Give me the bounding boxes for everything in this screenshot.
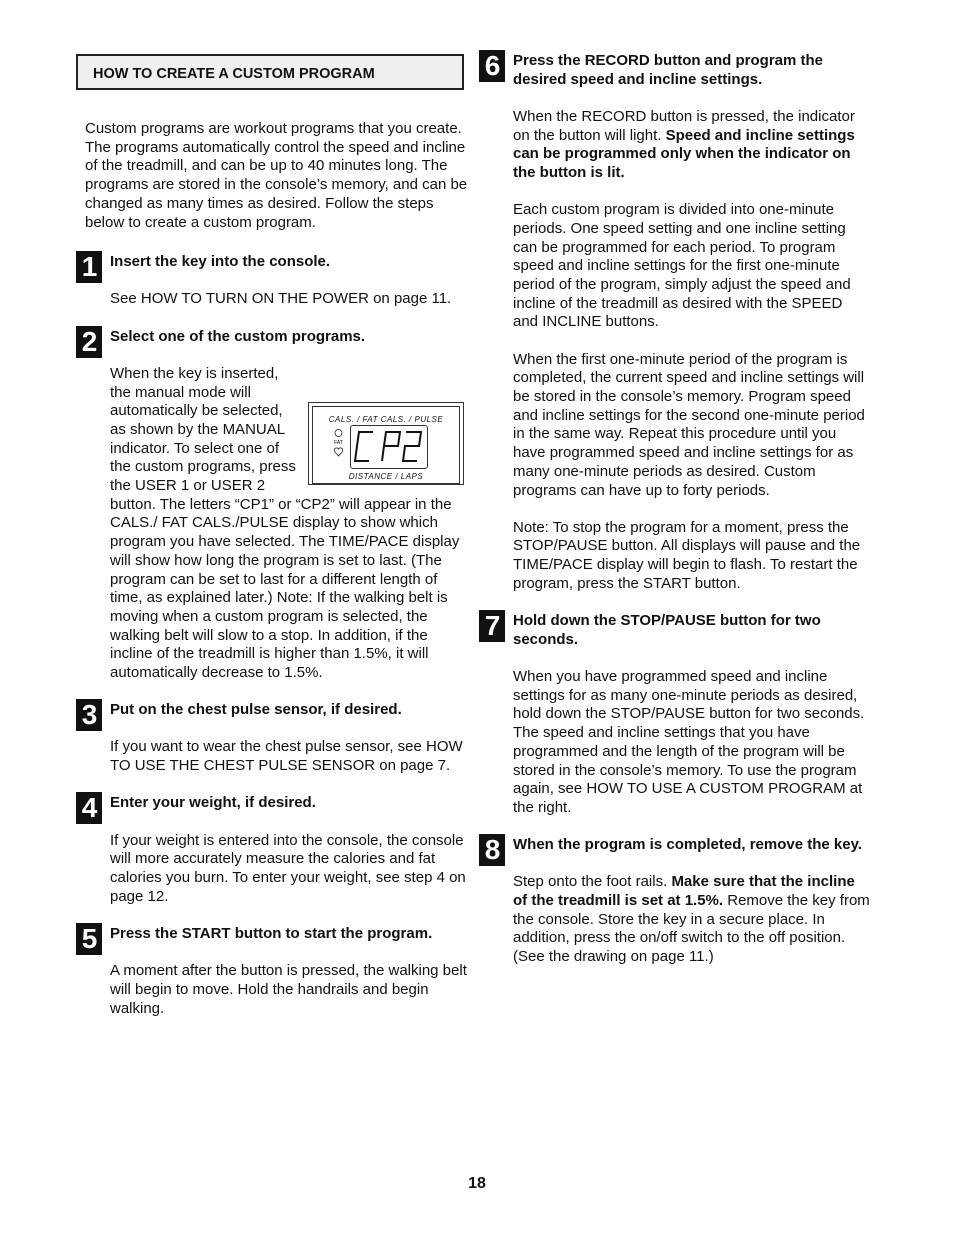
- step-body-with-figure: [110, 365, 468, 683]
- step-paragraph: When the first one-minute period of the program is completed, the current speed and incline settings will be stored in the console’s memory. Program speed and incline settings for the second one-minute period in the same way. Repeat this procedure until you have programmed speed and incline settings for as many one-minute periods as desired. Custom programs can have up to forty periods.: [513, 350, 865, 499]
- text-run: Step onto the foot rails.: [513, 873, 672, 891]
- step-body: If you want to wear the chest pulse sensor, see HOW TO USE THE CHEST PULSE SENSOR on page 7.: [110, 738, 463, 775]
- step-paragraph: Note: To stop the program for a moment, press the STOP/PAUSE button. All displays will pause and the TIME/PACE display will begin to flash. To restart the program, press the START button.: [513, 518, 861, 592]
- right-column: [479, 52, 871, 985]
- step-1: [76, 253, 468, 309]
- step-number: 2: [76, 326, 102, 358]
- step-paragraph: Each custom program is divided into one-minute periods. One speed setting and one incline setting can be programmed for each period. To program speed and incline settings for the first one-minute period of the program, simply adjust the speed and incline of the treadmill as desired with the SPEED and INCLINE buttons.: [513, 201, 851, 331]
- seven-segment-readout: [351, 426, 427, 468]
- step-body: If your weight is entered into the console, the console will more accurately measure the calories and fat calories you burn. To enter your weight, see step 4 on page 12.: [110, 831, 466, 905]
- step-heading: When the program is completed, remove the key.: [513, 836, 862, 854]
- indicator-icons: [333, 429, 344, 459]
- step-paragraph: [513, 108, 871, 183]
- display-indicators: [333, 429, 344, 463]
- console-display-figure: [308, 402, 464, 485]
- step-number: 3: [76, 699, 102, 731]
- display-bottom-label: DISTANCE / LAPS: [348, 472, 424, 482]
- step-body: A moment after the button is pressed, the walking belt will begin to move. Hold the handrails and begin walking.: [110, 962, 467, 1017]
- step-heading: Put on the chest pulse sensor, if desired.: [110, 701, 402, 719]
- step-heading: Press the START button to start the program.: [110, 924, 433, 942]
- step-number: 8: [479, 834, 505, 866]
- step-number: 5: [76, 923, 102, 955]
- step-body: When you have programmed speed and incline settings for as many one-minute periods as desired, hold down the STOP/PAUSE button for two seconds. The speed and incline settings that you have programmed and the length of the program will be stored in the console’s memory. To use the program again, see HOW TO USE A CUSTOM PROGRAM at the right.: [513, 667, 865, 816]
- step-heading: Select one of the custom programs.: [110, 327, 366, 345]
- step-number: 1: [76, 251, 102, 283]
- display-screen: [350, 425, 428, 469]
- step-body: See HOW TO TURN ON THE POWER on page 11.: [110, 290, 452, 308]
- step-number: 4: [76, 792, 102, 824]
- section-title: HOW TO CREATE A CUSTOM PROGRAM: [76, 54, 464, 90]
- step-number: 7: [479, 610, 505, 642]
- text-run: When the RECORD button is pressed, the indicator on the button will light.: [513, 107, 855, 144]
- step-7: [479, 612, 871, 818]
- step-body: When the key is inserted, the manual mode will automatically be selected, as shown by the MANUAL indicator. To select one of the custom programs, press the USER 1 or USER 2 button. The letters “CP1” or “CP2” will appear in the CALS./ FAT CALS./PULSE display to show which program you have selected. The TIME/PACE display will show how long the program is set to last. (The program can be set to last for a different length of time, as explained later.) Note: If the walking belt is moving when a custom program is selected, the walking belt will slow to a stop. In addition, if the incline of the treadmill is higher than 1.5%, it will automatically decrease to 1.5%.: [110, 364, 460, 682]
- step-heading: Press the RECORD button and program the desired speed and incline settings.: [513, 52, 824, 88]
- step-8: [479, 836, 871, 967]
- step-6: [479, 52, 871, 594]
- step-heading: Insert the key into the console.: [110, 253, 331, 271]
- page-number: 18: [468, 1175, 486, 1192]
- fat-label: FAT: [334, 439, 343, 446]
- step-4: [76, 794, 468, 906]
- step-2: [76, 325, 468, 683]
- heart-icon: [334, 448, 343, 456]
- step-number: 6: [479, 50, 505, 82]
- step-3: [76, 701, 468, 776]
- text-run: Remove the key from the console. Store the key in a secure place. In addition, press the on/off switch to the off position. (See the drawing on page 11.): [513, 892, 870, 966]
- left-column: [76, 54, 468, 1037]
- step-heading: Enter your weight, if desired.: [110, 794, 316, 812]
- step-5: [76, 922, 468, 1018]
- step-paragraph: [513, 873, 871, 967]
- display-top-label: CALS. / FAT CALS. / PULSE: [328, 414, 444, 424]
- intro-paragraph: Custom programs are workout programs that you create. The programs automatically control the speed and incline of the treadmill, and can be up to 40 minutes long. The programs are stored in the console’s memory, and can be changed as many times as desired. Follow the steps below to create a custom program.: [85, 120, 468, 231]
- bold-text-run: Speed and incline settings can be programmed only when the indicator on the button is lit.: [513, 126, 855, 182]
- bold-text-run: Make sure that the incline of the treadmill is set at 1.5%.: [513, 873, 855, 910]
- step-heading: Hold down the STOP/PAUSE button for two seconds.: [513, 612, 821, 648]
